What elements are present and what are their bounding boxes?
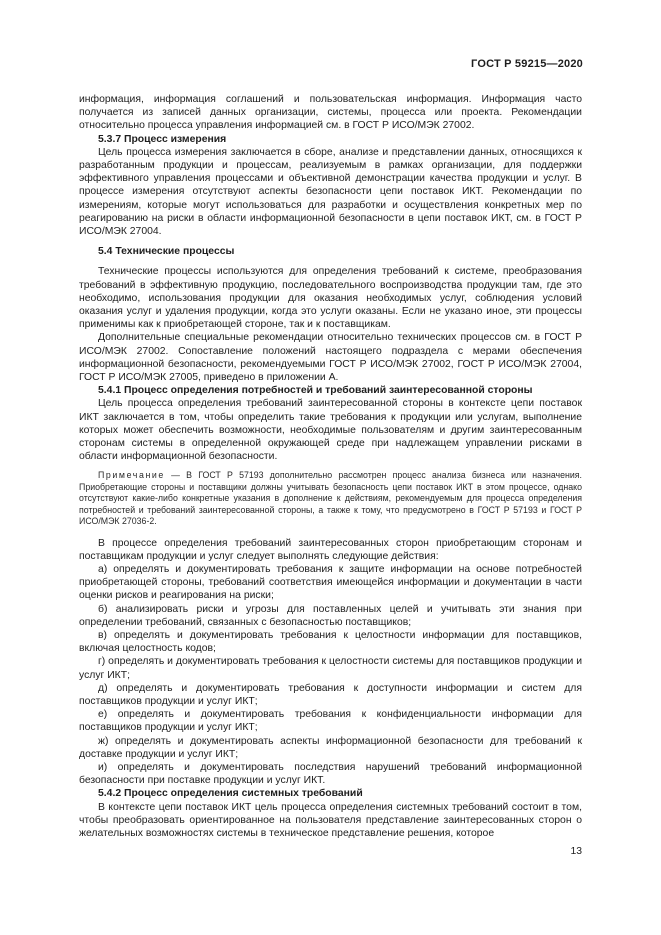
note-block (79, 470, 582, 527)
page-number: 13 (570, 846, 582, 857)
paragraph-technical-processes: Технические процессы используются для определения требований к системе, преобразования требований в эффективную продукцию, последовательного воспроизводства продукции там, где это необходимо, использования продукции для оказания необходимых услуг, соблюдения условий оказания услуг и удаления продукции, когда это услуги оказаны. Если не указано иное, эти процессы применимы как к приобретающей стороне, так и к поставщикам. (79, 266, 582, 331)
note-label: Примечание (98, 470, 165, 481)
list-item: д) определять и документировать требования к доступности информации и систем для поставщиков продукции и услуг ИКТ; (79, 682, 582, 707)
list-item: ж) определять и документировать аспекты информационной безопасности для требований к доставке продукции и услуг ИКТ; (79, 735, 582, 760)
paragraph-continuation: информация, информация соглашений и пользовательская информация. Информация часто получается из записей данных организации, системы, процесса или проекта. Рекомендации относительно процесса управления информацией см. в ГОСТ Р ИСО/МЭК 27002. (79, 94, 582, 132)
note-text: — В ГОСТ Р 57193 дополнительно рассмотрен процесс анализа бизнеса или назначения. Приобретающие стороны и поставщики должны учитывать безопасность цепи поставок ИКТ в этом процессе, однако отсутствуют какие-либо конкретные указания в дополнение к действиям, рекомендуемым для процесса определения потребностей и требований заинтересованной стороны, а также к тому, что предусмотрено в ГОСТ Р 57193 и ГОСТ Р ИСО/МЭК 27036-2. (79, 470, 582, 527)
heading-5-3-7: 5.3.7 Процесс измерения (98, 133, 227, 145)
list-item: и) определять и документировать последствия нарушений требований информационной безопасности при поставке продукции и услуг ИКТ. (79, 761, 582, 787)
paragraph-stakeholder-requirements: Цель процесса определения требований заинтересованной стороны в контексте цепи поставок ИКТ заключается в том, чтобы определить такие требования к продукции или услугам, выполнение которых может обеспечить возможности, необходимые пользователям и другим заинтересованным сторонам системы в определенной окружающей среде при надлежащем управлении рисками в области информационной безопасности. (79, 398, 582, 463)
heading-5-4-2: 5.4.2 Процесс определения системных требований (98, 788, 363, 800)
document-code: ГОСТ Р 59215—2020 (471, 58, 583, 70)
list-item: в) определять и документировать требования к целостности информации для поставщиков, включая целостность кодов; (79, 629, 582, 655)
heading-5-4: 5.4 Технические процессы (98, 246, 235, 258)
list-item: г) определять и документировать требования к целостности системы для поставщиков продукции и услуг ИКТ; (79, 656, 582, 681)
page-body (79, 93, 582, 840)
list-item: а) определять и документировать требования к защите информации на основе потребностей приобретающей стороны, требований соответствия имеющейся информации и документации в части оценки рисков и реагирования на риски; (79, 563, 582, 602)
heading-5-4-1: 5.4.1 Процесс определения потребностей и требований заинтересованной стороны (98, 385, 533, 397)
list-item: б) анализировать риски и угрозы для поставленных целей и учитывать эти знания при определении требований, связанных с безопасностью поставщиков; (79, 603, 582, 628)
paragraph-technical-recommendations: Дополнительные специальные рекомендации относительно технических процессов см. в ГОСТ Р ИСО/МЭК 27002. Сопоставление положений настоящего подраздела с мерами обеспечения информационной безопасности, рекомендуемыми ГОСТ Р ИСО/МЭК 27002, ГОСТ Р ИСО/МЭК 27004, ГОСТ Р ИСО/МЭК 27005, приведено в приложении А. (79, 332, 582, 384)
paragraph-system-requirements: В контексте цепи поставок ИКТ цель процесса определения системных требований состоит в том, чтобы преобразовать ориентированное на пользователя представление заинтересованных сторон о желательных возможностях системы в техническое представление решения, которое (79, 801, 582, 839)
paragraph-actions-intro: В процессе определения требований заинтересованных сторон приобретающим сторонам и поставщикам продукции и услуг следует выполнять следующие действия: (79, 537, 582, 562)
paragraph-measurement: Цель процесса измерения заключается в сборе, анализе и представлении данных, относящихся к разработанным продукции и процессам, реализуемым в рамках организации, для поддержки эффективного управления процессами и объективной демонстрации качества продукции и услуг. В процессе измерения отсутствуют аспекты безопасности цепи поставок ИКТ. Рекомендации по измерениям, которые могут использоваться для разработки и осуществления конкретных мер по реагированию на риски в области информационной безопасности в цепи поставок ИКТ, см. в ГОСТ Р ИСО/МЭК 27004. (79, 146, 582, 238)
list-item: е) определять и документировать требования к конфиденциальности информации для поставщиков продукции и услуг ИКТ; (79, 709, 582, 734)
